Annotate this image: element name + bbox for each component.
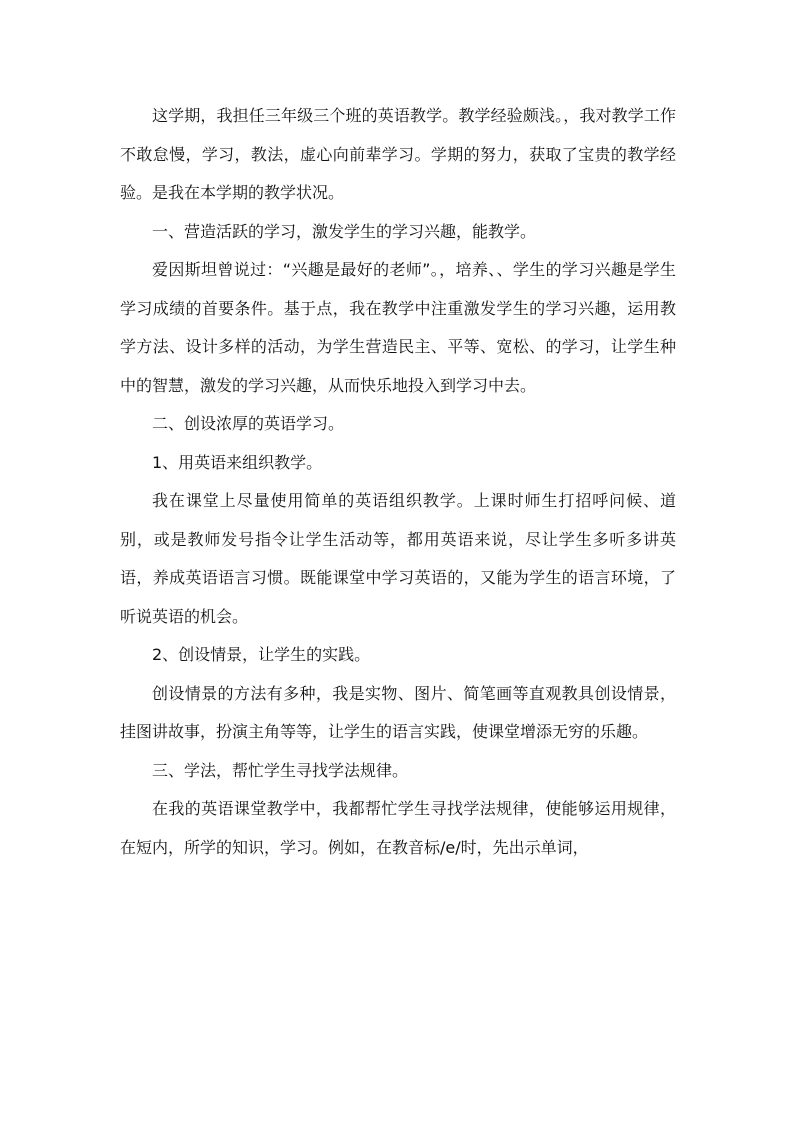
heading-section-1: 一、营造活跃的学习，激发学生的学习兴趣，能教学。 xyxy=(152,221,537,241)
paragraph-intro: 这学期，我担任三年级三个班的英语教学。教学经验颇浅。，我对教学工作不敢怠慢，学习，教法，虚心向前辈学习。学期的努力，获取了宝贵的教学经验。是我在本学期的教学状况。 xyxy=(120,106,676,202)
heading-section-2: 二、创设浓厚的英语学习。 xyxy=(152,414,345,433)
subheading-2-1: 1、用英语来组织教学。 xyxy=(152,452,323,472)
document-body xyxy=(120,97,676,867)
heading-section-3: 三、学法，帮忙学生寻找学法规律。 xyxy=(152,760,409,780)
paragraph-english-instruction: 我在课堂上尽量使用简单的英语组织教学。上课时师生打招呼问候、道别，或是教师发号指令让学生活动等，都用英语来说，尽让学生多听多讲英语，养成英语语言习惯。既能课堂中学习英语的，又能为学生的语言环境，了听说英语的机会。 xyxy=(120,491,676,626)
paragraph-scenarios: 创设情景的方法有多种，我是实物、图片、简笔画等直观教具创设情景，挂图讲故事，扮演主角等等，让学生的语言实践，使课堂增添无穷的乐趣。 xyxy=(120,683,676,741)
paragraph-learning-methods: 在我的英语课堂教学中，我都帮忙学生寻找学法规律，使能够运用规律，在短内，所学的知识，学习。例如，在教音标/e/时，先出示单词， xyxy=(120,799,676,857)
paragraph-interest: 爱因斯坦曾说过：“兴趣是最好的老师”。，培养、、学生的学习兴趣是学生学习成绩的首要条件。基于点，我在教学中注重激发学生的学习兴趣，运用教学方法、设计多样的活动，为学生营造民主、平等、宽松、的学习，让学生种中的智慧，激发的学习兴趣，从而快乐地投入到学习中去。 xyxy=(120,260,676,395)
subheading-2-2: 2、创设情景，让学生的实践。 xyxy=(152,645,371,664)
